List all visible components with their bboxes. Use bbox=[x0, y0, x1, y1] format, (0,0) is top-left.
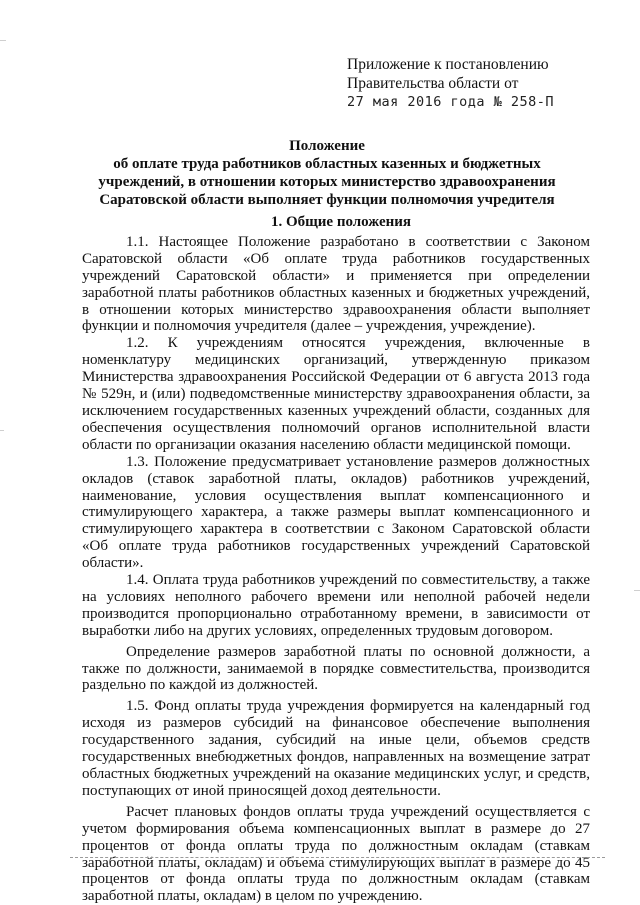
title-line-1: Положение bbox=[289, 138, 365, 154]
section-heading: 1. Общие положения bbox=[270, 214, 412, 230]
document-title bbox=[82, 137, 572, 209]
section-1 bbox=[82, 214, 590, 905]
paragraph-1-4: 1.4. Оплата труда работников учреждений по совместительству, а также на условиях неполного рабочего времени или неполной рабочей недели производится пропорционально отработанному времени, в зависимости от выработки либо на других условиях, определенных трудовым договором. bbox=[82, 572, 590, 639]
scan-mark bbox=[634, 590, 640, 591]
scan-mark bbox=[0, 40, 6, 41]
title-line-3: учреждений, в отношении которых министерство здравоохранения bbox=[98, 174, 556, 190]
paragraph-1-2: 1.2. К учреждениям относятся учреждения, включенные в номенклатуру медицинских организаций, утвержденную приказом Министерства здравоохранения Российской Федерации от 6 августа 2013 года № 529н, и (или) подведомственные министерству здравоохранения области, за исключением государственных казенных учреждений области, созданных для обеспечения осуществления полномочий органов исполнительной власти области по организации оказания населению области медицинской помощи. bbox=[82, 335, 590, 453]
annex-note bbox=[347, 55, 554, 112]
scan-edge-line bbox=[70, 857, 605, 858]
paragraph-1-1: 1.1. Настоящее Положение разработано в соответствии с Законом Саратовской области «Об оплате труда работников государственных учреждений Саратовской области» и применяется при определении заработной платы работников областных казенных и бюджетных учреждений, в отношении которых министерство здравоохранения области выполняет функции и полномочия учредителя (далее – учреждения, учреждение). bbox=[82, 233, 590, 335]
paragraph-1-3: 1.3. Положение предусматривает установление размеров должностных окладов (ставок заработной платы, окладов) работников учреждений, наименование, условия осуществления выплат компенсационного и стимулирующего характера, а также размеры выплат компенсационного и стимулирующего характера в соответствии с Законом Саратовской области «Об оплате труда работников государственных учреждений Саратовской области». bbox=[82, 453, 590, 572]
paragraph-1-5: 1.5. Фонд оплаты труда учреждения формируется на календарный год исходя из размеров субсидий на финансовое обеспечение выполнения государственного задания, субсидий на иные цели, объемов средств государственных внебюджетных фондов, направленных на возмещение затрат областных бюджетных учреждений на оказание медицинских услуг, и средств, поступающих от иной приносящей доход деятельности. bbox=[82, 698, 590, 799]
title-line-2: об оплате труда работников областных казенных и бюджетных bbox=[113, 156, 541, 172]
annex-line-1: Приложение к постановлению bbox=[347, 56, 549, 73]
scan-mark bbox=[0, 430, 4, 431]
annex-line-2: Правительства области от bbox=[347, 75, 519, 92]
title-line-4: Саратовской области выполняет функции полномочия учредителя bbox=[99, 192, 555, 208]
paragraph-1-4-continued: Определение размеров заработной платы по основной должности, а также по должности, занимаемой в порядке совместительства, производится раздельно по каждой из должностей. bbox=[82, 643, 590, 694]
annex-date-stamp: 27 мая 2016 года № 258-П bbox=[347, 94, 555, 110]
paragraph-1-5-continued: Расчет плановых фондов оплаты труда учреждений осуществляется с учетом формирования объема компенсационных выплат в размере до 27 процентов от фонда оплаты труда по должностным окладам (ставкам заработной платы, окладам) и объема стимулирующих выплат в размере до 45 процентов от фонда оплаты труда по должностным окладам (ставкам заработной платы, окладам) в целом по учреждению. bbox=[82, 803, 590, 905]
